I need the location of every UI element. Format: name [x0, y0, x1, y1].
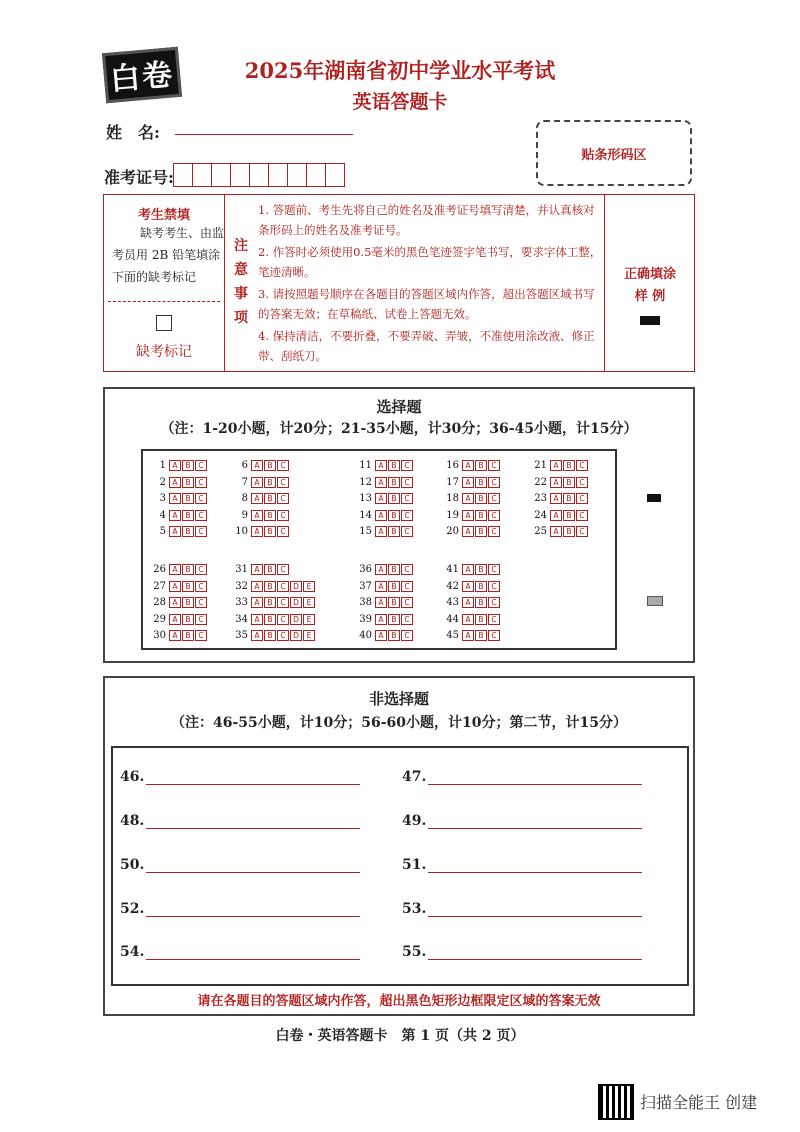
option-bubble[interactable]: B	[264, 510, 276, 521]
option-bubble[interactable]: C	[488, 614, 500, 625]
question-number: 35	[235, 630, 248, 641]
question-item	[354, 613, 413, 626]
option-bubble[interactable]: B	[264, 526, 276, 537]
option-bubble[interactable]: B	[388, 581, 400, 592]
page-footer: 白卷・英语答题卡 第 1 页（共 2 页）	[275, 1028, 525, 1044]
question-number: 19	[446, 509, 459, 521]
option-bubble[interactable]: A	[375, 510, 387, 521]
option-bubble[interactable]: B	[475, 493, 487, 504]
answer-line[interactable]: 49.	[402, 813, 642, 829]
option-bubble[interactable]: A	[169, 477, 181, 488]
question-item	[148, 596, 207, 609]
question-number: 28	[153, 597, 166, 608]
question-item	[354, 596, 413, 609]
option-bubble[interactable]: C	[195, 510, 207, 521]
id-number-field[interactable]	[173, 163, 345, 187]
filled-sample-mark	[640, 316, 660, 325]
name-label: 姓 名:	[106, 123, 160, 142]
option-bubble[interactable]: A	[169, 510, 181, 521]
question-number: 45	[446, 630, 459, 641]
question-item	[230, 459, 289, 472]
option-bubble[interactable]: B	[475, 460, 487, 471]
choice-note: （注：1-20小题，计20分；21-35小题，计30分；36-45小题，计15分）	[160, 421, 638, 437]
option-bubble[interactable]: B	[182, 460, 194, 471]
option-bubble[interactable]: C	[277, 493, 289, 504]
question-number: 13	[359, 493, 372, 504]
option-bubble[interactable]: B	[388, 597, 400, 608]
answer-line[interactable]: 52.	[120, 901, 360, 917]
option-bubble[interactable]: A	[375, 493, 387, 504]
question-item	[230, 563, 289, 576]
option-bubble[interactable]: C	[576, 477, 588, 488]
option-bubble[interactable]: A	[375, 477, 387, 488]
option-bubble[interactable]: B	[182, 526, 194, 537]
option-bubble[interactable]: C	[576, 460, 588, 471]
option-bubble[interactable]: B	[182, 510, 194, 521]
option-bubble[interactable]: C	[488, 510, 500, 521]
question-number: 4	[159, 509, 166, 521]
question-item	[148, 580, 207, 593]
option-bubble[interactable]: A	[375, 581, 387, 592]
option-bubble[interactable]: B	[475, 630, 487, 641]
option-bubble[interactable]: C	[488, 581, 500, 592]
option-bubble[interactable]: C	[401, 597, 413, 608]
option-bubble[interactable]: C	[195, 581, 207, 592]
option-bubble[interactable]: C	[576, 493, 588, 504]
question-number: 1	[159, 460, 166, 471]
option-bubble[interactable]: C	[488, 477, 500, 488]
option-bubble[interactable]: C	[401, 493, 413, 504]
option-bubble[interactable]: B	[182, 630, 194, 641]
question-item	[148, 563, 207, 576]
option-bubble[interactable]: C	[195, 630, 207, 641]
option-bubble[interactable]: B	[182, 493, 194, 504]
option-bubble[interactable]: B	[475, 564, 487, 575]
option-bubble[interactable]: A	[251, 581, 263, 592]
answer-line[interactable]: 53.	[402, 901, 642, 917]
option-bubble[interactable]: C	[576, 526, 588, 537]
paper-type-badge: 白卷	[102, 47, 182, 103]
option-bubble[interactable]: A	[375, 597, 387, 608]
question-item	[354, 525, 413, 538]
question-number: 27	[153, 580, 166, 592]
question-item	[441, 613, 500, 626]
option-bubble[interactable]: A	[169, 564, 181, 575]
question-number: 10	[235, 526, 248, 537]
option-bubble[interactable]: B	[182, 614, 194, 625]
option-bubble[interactable]: C	[277, 460, 289, 471]
option-bubble[interactable]: B	[264, 564, 276, 575]
question-number: 11	[359, 460, 372, 471]
option-bubble[interactable]: B	[388, 510, 400, 521]
question-item	[529, 509, 588, 522]
option-bubble[interactable]: B	[475, 614, 487, 625]
question-item	[230, 596, 315, 609]
option-bubble[interactable]: B	[182, 597, 194, 608]
option-bubble[interactable]: A	[462, 597, 474, 608]
question-item	[441, 459, 500, 472]
option-bubble[interactable]: C	[576, 510, 588, 521]
option-bubble[interactable]: A	[462, 510, 474, 521]
question-number: 43	[446, 597, 459, 608]
option-bubble[interactable]: E	[303, 614, 315, 625]
option-bubble[interactable]: C	[195, 597, 207, 608]
forbidden-title: 考生禁填	[137, 208, 190, 223]
answer-line[interactable]: 46.	[120, 769, 360, 785]
option-bubble[interactable]: C	[401, 477, 413, 488]
option-bubble[interactable]: E	[303, 630, 315, 641]
option-bubble[interactable]: B	[264, 581, 276, 592]
option-bubble[interactable]: B	[388, 614, 400, 625]
option-bubble[interactable]: D	[290, 597, 302, 608]
question-item	[230, 525, 289, 538]
option-bubble[interactable]: A	[251, 526, 263, 537]
answer-line[interactable]: 54.	[120, 944, 360, 960]
option-bubble[interactable]: C	[277, 564, 289, 575]
question-item	[354, 563, 413, 576]
option-bubble[interactable]: A	[251, 493, 263, 504]
nonchoice-title: 非选择题	[368, 690, 429, 708]
question-item	[230, 613, 315, 626]
option-bubble[interactable]: D	[290, 581, 302, 592]
option-bubble[interactable]: B	[264, 460, 276, 471]
question-item	[354, 476, 413, 489]
question-item	[354, 492, 413, 505]
option-bubble[interactable]: A	[550, 526, 562, 537]
option-bubble[interactable]: B	[563, 460, 575, 471]
question-item	[441, 596, 500, 609]
question-item	[441, 509, 500, 522]
option-bubble[interactable]: B	[475, 526, 487, 537]
question-number: 41	[446, 564, 459, 575]
area-warning: 请在各题目的答题区域内作答，超出黑色矩形边框限定区域的答案无效	[197, 994, 601, 1009]
option-bubble[interactable]: B	[475, 510, 487, 521]
answer-line[interactable]: 55.	[402, 944, 642, 960]
option-bubble[interactable]: C	[195, 460, 207, 471]
option-bubble[interactable]: C	[401, 614, 413, 625]
option-bubble[interactable]: B	[264, 630, 276, 641]
option-bubble[interactable]: A	[251, 597, 263, 608]
question-item	[441, 476, 500, 489]
option-bubble[interactable]: A	[251, 510, 263, 521]
question-number: 42	[446, 580, 459, 592]
option-bubble[interactable]: B	[182, 477, 194, 488]
option-bubble[interactable]: A	[375, 460, 387, 471]
id-label: 准考证号:	[104, 168, 174, 187]
question-number: 15	[359, 526, 372, 537]
option-bubble[interactable]: A	[462, 614, 474, 625]
option-bubble[interactable]: B	[264, 493, 276, 504]
question-number: 2	[159, 476, 166, 488]
option-bubble[interactable]: A	[462, 477, 474, 488]
question-item	[148, 525, 207, 538]
option-bubble[interactable]: B	[388, 526, 400, 537]
option-bubble[interactable]: C	[488, 526, 500, 537]
option-bubble[interactable]: C	[277, 630, 289, 641]
option-bubble[interactable]: D	[290, 630, 302, 641]
option-bubble[interactable]: A	[375, 614, 387, 625]
question-number: 17	[446, 476, 459, 488]
option-bubble[interactable]: B	[264, 597, 276, 608]
option-bubble[interactable]: C	[195, 493, 207, 504]
question-number: 39	[359, 613, 372, 625]
question-number: 31	[235, 564, 248, 575]
option-bubble[interactable]: A	[550, 510, 562, 521]
question-item	[529, 476, 588, 489]
question-number: 34	[235, 613, 248, 625]
option-bubble[interactable]: B	[264, 477, 276, 488]
question-number: 29	[153, 613, 166, 625]
option-bubble[interactable]: A	[169, 630, 181, 641]
option-bubble[interactable]: A	[169, 597, 181, 608]
absent-label: 缺考标记	[136, 344, 192, 360]
question-item	[441, 629, 500, 642]
choice-title: 选择题	[376, 398, 422, 416]
answer-line[interactable]: 50.	[120, 857, 360, 873]
option-bubble[interactable]: A	[462, 564, 474, 575]
question-item	[529, 525, 588, 538]
name-field[interactable]	[175, 133, 353, 135]
question-number: 44	[446, 613, 459, 625]
option-bubble[interactable]: C	[488, 564, 500, 575]
option-bubble[interactable]: C	[195, 564, 207, 575]
answer-line[interactable]: 47.	[402, 769, 642, 785]
forbidden-text: 缺考考生、由监 考员用 2B 铅笔填涂 下面的缺考标记	[112, 226, 224, 284]
question-number: 3	[159, 493, 166, 504]
option-bubble[interactable]: A	[375, 564, 387, 575]
option-bubble[interactable]: C	[488, 493, 500, 504]
option-bubble[interactable]: A	[251, 564, 263, 575]
option-bubble[interactable]: B	[388, 460, 400, 471]
option-bubble[interactable]: A	[169, 581, 181, 592]
option-bubble[interactable]: A	[251, 477, 263, 488]
question-item	[441, 492, 500, 505]
option-bubble[interactable]: B	[475, 597, 487, 608]
question-number: 26	[153, 564, 166, 575]
exam-title: 2025年湖南省初中学业水平考试	[244, 58, 556, 83]
option-bubble[interactable]: C	[401, 460, 413, 471]
question-number: 37	[359, 580, 372, 592]
option-bubble[interactable]: C	[277, 526, 289, 537]
answer-sheet-title: 英语答题卡	[352, 91, 448, 113]
option-bubble[interactable]: A	[550, 493, 562, 504]
absent-checkbox[interactable]	[156, 315, 172, 331]
option-bubble[interactable]: B	[264, 614, 276, 625]
question-item	[148, 459, 207, 472]
option-bubble[interactable]: A	[462, 526, 474, 537]
option-bubble[interactable]: B	[182, 581, 194, 592]
question-number: 6	[241, 460, 248, 471]
option-bubble[interactable]: C	[401, 630, 413, 641]
question-number: 12	[359, 476, 372, 488]
option-bubble[interactable]: B	[388, 477, 400, 488]
option-bubble[interactable]: E	[303, 597, 315, 608]
note-item: 4. 保持清洁，不要折叠，不要弄破、弄皱，不准使用涂改液、修正带、刮纸刀。	[258, 329, 595, 363]
option-bubble[interactable]: A	[550, 460, 562, 471]
option-bubble[interactable]: B	[563, 493, 575, 504]
question-item	[354, 509, 413, 522]
question-number: 33	[235, 597, 248, 608]
question-item	[230, 629, 315, 642]
option-bubble[interactable]: C	[277, 597, 289, 608]
question-item	[441, 563, 500, 576]
question-item	[230, 476, 289, 489]
timing-mark	[647, 596, 663, 606]
question-number: 38	[359, 597, 372, 608]
question-number: 22	[534, 476, 547, 488]
option-bubble[interactable]: C	[195, 526, 207, 537]
question-item	[230, 492, 289, 505]
option-bubble[interactable]: A	[375, 526, 387, 537]
sample-title: 正确填涂	[623, 267, 676, 282]
option-bubble[interactable]: B	[388, 630, 400, 641]
option-bubble[interactable]: A	[251, 630, 263, 641]
option-bubble[interactable]: A	[462, 493, 474, 504]
barcode-area: 贴条形码区	[536, 120, 692, 186]
question-number: 18	[446, 493, 459, 504]
question-number: 32	[235, 580, 248, 592]
question-number: 9	[241, 509, 248, 521]
question-number: 5	[159, 526, 166, 537]
option-bubble[interactable]: B	[475, 477, 487, 488]
question-number: 20	[446, 526, 459, 537]
question-item	[529, 492, 588, 505]
question-item	[230, 580, 315, 593]
note-item: 1. 答题前、考生先将自己的姓名及准考证号填写清楚，并认真核对条形码上的姓名及准考证号。	[258, 203, 595, 237]
question-item	[148, 509, 207, 522]
question-number: 21	[534, 460, 547, 471]
question-number: 40	[359, 630, 372, 641]
option-bubble[interactable]: C	[401, 526, 413, 537]
option-bubble[interactable]: B	[388, 493, 400, 504]
question-item	[148, 492, 207, 505]
question-item	[354, 629, 413, 642]
question-number: 7	[241, 476, 248, 488]
option-bubble[interactable]: C	[401, 581, 413, 592]
option-bubble[interactable]: A	[251, 614, 263, 625]
question-item	[354, 580, 413, 593]
option-bubble[interactable]: C	[401, 564, 413, 575]
option-bubble[interactable]: A	[462, 460, 474, 471]
question-number: 8	[241, 493, 248, 504]
question-item	[529, 459, 588, 472]
option-bubble[interactable]: A	[169, 493, 181, 504]
option-bubble[interactable]: B	[388, 564, 400, 575]
timing-mark	[647, 494, 661, 502]
option-bubble[interactable]: C	[488, 630, 500, 641]
question-item	[148, 613, 207, 626]
scanner-watermark: 扫描全能王 创建	[640, 1093, 758, 1112]
option-bubble[interactable]: C	[195, 614, 207, 625]
question-item	[441, 525, 500, 538]
divider	[108, 301, 220, 302]
option-bubble[interactable]: D	[290, 614, 302, 625]
question-number: 23	[534, 493, 547, 504]
option-bubble[interactable]: B	[563, 477, 575, 488]
notes-list	[258, 200, 603, 368]
option-bubble[interactable]: B	[563, 510, 575, 521]
question-item	[230, 509, 289, 522]
answer-line[interactable]: 48.	[120, 813, 360, 829]
question-number: 16	[446, 460, 459, 471]
question-item	[148, 629, 207, 642]
question-number: 30	[153, 630, 166, 641]
answer-line[interactable]: 51.	[402, 857, 642, 873]
question-number: 14	[359, 509, 372, 521]
option-bubble[interactable]: C	[195, 477, 207, 488]
question-item	[441, 580, 500, 593]
option-bubble[interactable]: E	[303, 581, 315, 592]
option-bubble[interactable]: A	[462, 630, 474, 641]
option-bubble[interactable]: B	[563, 526, 575, 537]
option-bubble[interactable]: A	[462, 581, 474, 592]
option-bubble[interactable]: C	[277, 510, 289, 521]
option-bubble[interactable]: C	[277, 581, 289, 592]
question-number: 25	[534, 526, 547, 537]
option-bubble[interactable]: A	[550, 477, 562, 488]
option-bubble[interactable]: A	[251, 460, 263, 471]
option-bubble[interactable]: C	[401, 510, 413, 521]
notes-heading: 注 意 事 项	[234, 238, 248, 326]
question-item	[148, 476, 207, 489]
note-item: 2. 作答时必须使用0.5毫米的黑色笔迹签字笔书写，要求字体工整，笔迹清晰。	[258, 245, 602, 279]
option-bubble[interactable]: A	[375, 630, 387, 641]
note-item: 3. 请按照题号顺序在各题目的答题区域内作答，超出答题区域书写的答案无效；在草稿纸、试卷上答题无效。	[258, 287, 595, 321]
question-number: 24	[534, 509, 547, 521]
option-bubble[interactable]: B	[182, 564, 194, 575]
nonchoice-note: （注：46-55小题，计10分；56-60小题，计10分；第二节，计15分）	[171, 715, 627, 731]
option-bubble[interactable]: C	[277, 477, 289, 488]
option-bubble[interactable]: A	[169, 526, 181, 537]
option-bubble[interactable]: B	[475, 581, 487, 592]
qr-code-icon	[598, 1084, 634, 1120]
option-bubble[interactable]: C	[488, 597, 500, 608]
option-bubble[interactable]: A	[169, 460, 181, 471]
option-bubble[interactable]: C	[277, 614, 289, 625]
question-number: 36	[359, 564, 372, 575]
option-bubble[interactable]: A	[169, 614, 181, 625]
option-bubble[interactable]: C	[488, 460, 500, 471]
question-item	[354, 459, 413, 472]
sample-subtitle: 样 例	[634, 289, 666, 304]
